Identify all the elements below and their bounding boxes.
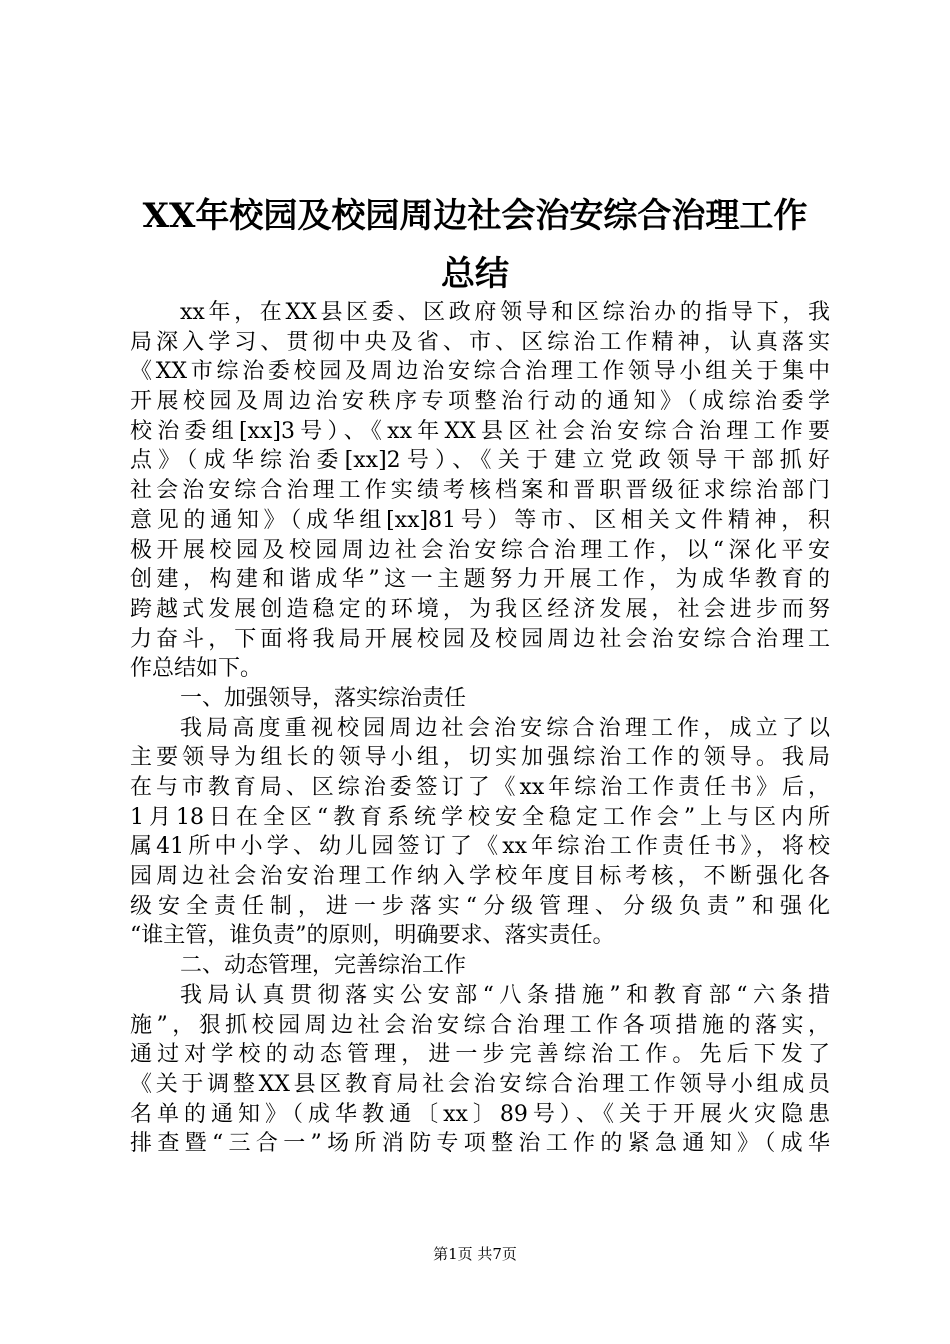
document-body: [130, 298, 830, 1159]
body-line: 级安全责任制，进一步落实“分级管理、分级负责”和强化: [130, 893, 830, 919]
body-line: 施”，狠抓校园周边社会治安综合治理工作各项措施的落实，: [130, 1012, 830, 1038]
body-line: 《XX市综治委校园及周边治安综合治理工作领导小组关于集中: [130, 359, 830, 385]
body-line: 点》（成华综治委[xx]2号）、《关于建立党政领导干部抓好: [130, 448, 830, 474]
body-line: 力奋斗，下面将我局开展校园及校园周边社会治安综合治理工: [130, 626, 830, 652]
body-line: 社会治安综合治理工作实绩考核档案和晋职晋级征求综治部门: [130, 478, 830, 504]
body-line: 开展校园及周边治安秩序专项整治行动的通知》（成综治委学: [130, 389, 830, 415]
body-line: 通过对学校的动态管理，进一步完善综治工作。先后下发了: [130, 1042, 830, 1068]
page-footer: 第1页 共7页: [433, 1245, 517, 1263]
body-line: 我局认真贯彻落实公安部“八条措施”和教育部“六条措: [180, 982, 830, 1008]
body-line: xx年，在XX县区委、区政府领导和区综治办的指导下，我: [180, 300, 830, 325]
body-line: 局深入学习、贯彻中央及省、市、区综治工作精神，认真落实: [130, 329, 830, 355]
body-line: 跨越式发展创造稳定的环境，为我区经济发展，社会进步而努: [130, 596, 830, 622]
body-line: 极开展校园及校园周边社会治安综合治理工作，以“深化平安: [130, 537, 830, 563]
body-line: 我局高度重视校园周边社会治安综合治理工作，成立了以: [180, 715, 830, 741]
body-line: 《关于调整XX县区教育局社会治安综合治理工作领导小组成员: [130, 1071, 830, 1097]
body-line: 名单的通知》（成华教通〔xx〕89号）、《关于开展火灾隐患: [130, 1101, 830, 1127]
body-line: 作总结如下。: [130, 656, 263, 682]
body-line: 意见的通知》（成华组[xx]81号）等市、区相关文件精神，积: [130, 507, 830, 533]
body-line: 校治委组[xx]3号）、《xx年XX县区社会治安综合治理工作要: [130, 418, 830, 444]
body-line: 属41所中小学、幼儿园签订了《xx年综治工作责任书》，将校: [130, 834, 830, 860]
document-title-continued: 总结: [441, 254, 509, 294]
body-line: 排查暨“三合一”场所消防专项整治工作的紧急通知》（成华: [130, 1131, 830, 1157]
body-line: 园周边社会治安治理工作纳入学校年度目标考核，不断强化各: [130, 864, 830, 890]
body-line: 主要领导为组长的领导小组，切实加强综治工作的领导。我局: [130, 745, 830, 771]
section-heading: 二、动态管理，完善综治工作: [180, 953, 467, 979]
body-line: “谁主管，谁负责”的原则，明确要求、落实责任。: [130, 923, 615, 949]
section-heading: 一、加强领导，落实综治责任: [180, 685, 467, 711]
body-line: 在与市教育局、区综治委签订了《xx年综治工作责任书》后，: [130, 775, 830, 800]
document-title: XX年校园及校园周边社会治安综合治理工作: [142, 196, 808, 236]
body-line: 创建，构建和谐成华”这一主题努力开展工作，为成华教育的: [130, 567, 830, 593]
body-line: 1月18日在全区“教育系统学校安全稳定工作会”上与区内所: [130, 804, 830, 830]
